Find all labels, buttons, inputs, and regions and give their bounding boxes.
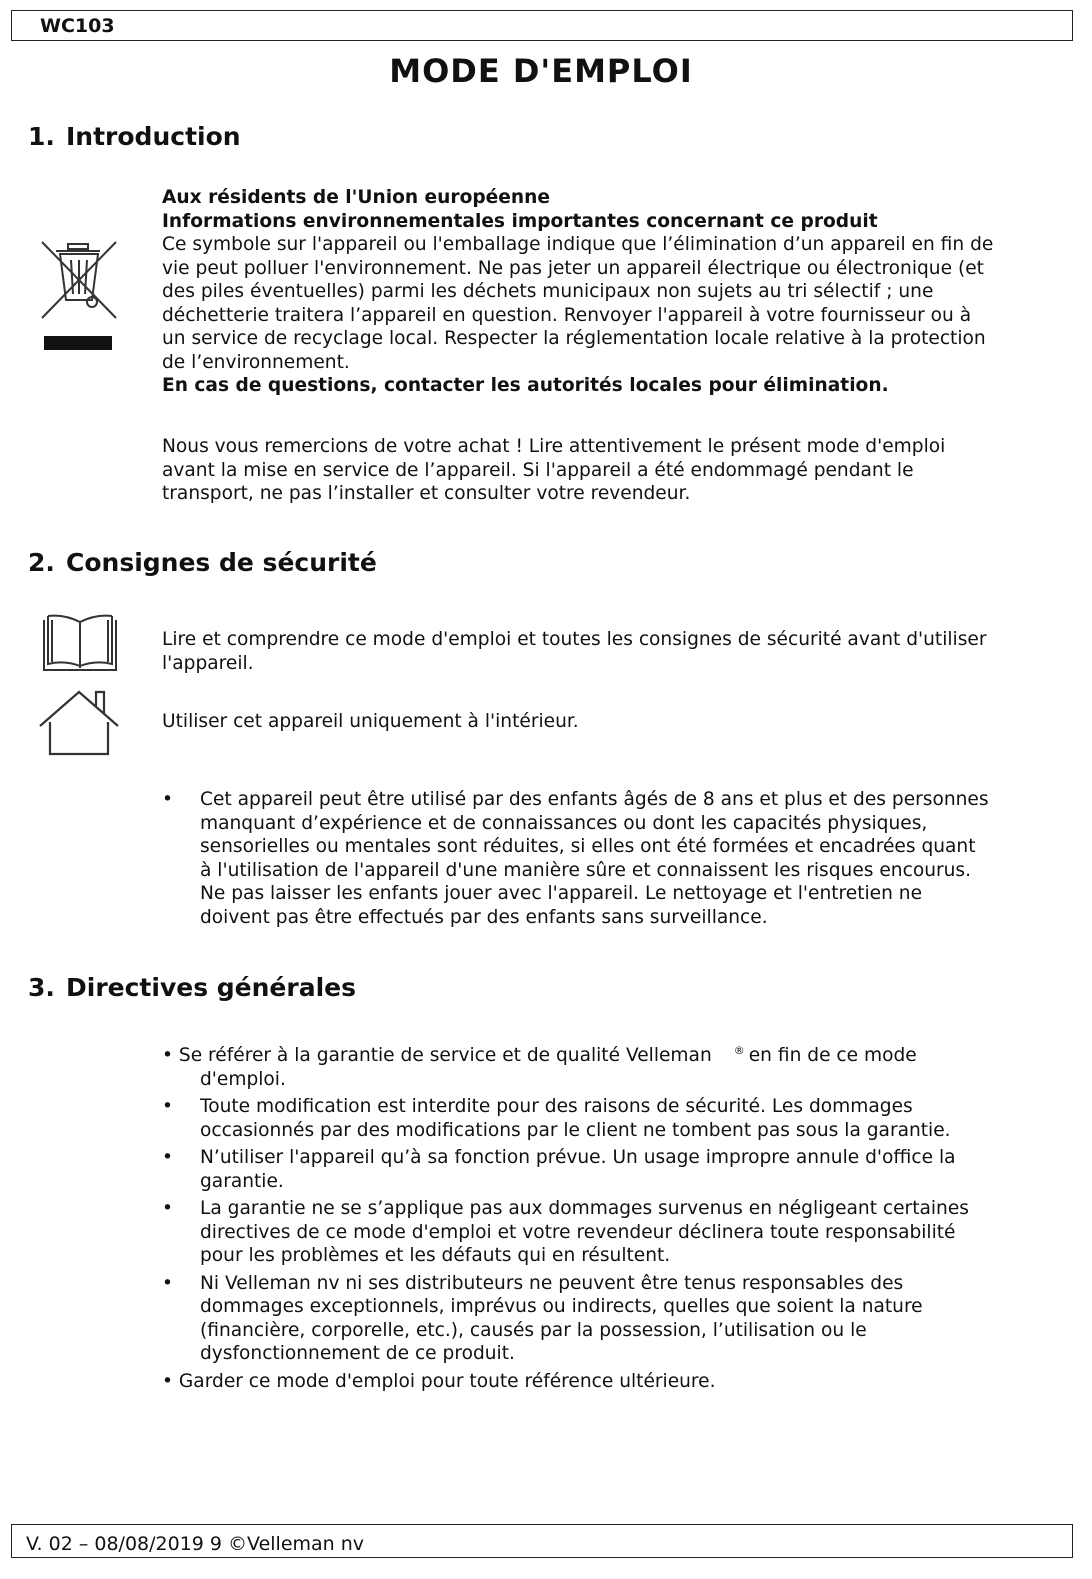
contact-authorities-note: En cas de questions, contacter les autorités locales pour élimination. xyxy=(162,375,889,396)
document-title: MODE D'EMPLOI xyxy=(389,52,693,90)
text-line: Lire et comprendre ce mode d'emploi et toutes les consignes de sécurité avant d'utiliser xyxy=(162,629,987,650)
list-item xyxy=(162,1197,1042,1268)
bullet-icon: • xyxy=(162,1147,173,1169)
text-line: Ni Velleman nv ni ses distributeurs ne peuvent être tenus responsables des xyxy=(200,1272,904,1294)
text-line: l'appareil. xyxy=(162,652,254,674)
bullet-icon: • xyxy=(162,1096,173,1118)
text-line: vie peut polluer l'environnement. Ne pas jeter un appareil électrique ou électronique (et xyxy=(162,257,984,279)
section-number: 1. xyxy=(28,122,55,151)
section-heading-introduction xyxy=(28,122,241,151)
text-line: Toute modification est interdite pour des raisons de sécurité. Les dommages xyxy=(200,1096,913,1118)
text-line: occasionnés par des modifications par le client ne tombent pas sous la garantie. xyxy=(200,1119,951,1141)
text-line: à l'utilisation de l'appareil d'une manière sûre et connaissent les risques encourus. xyxy=(200,859,972,881)
bullet-icon: • xyxy=(162,789,173,810)
text-line: déchetterie traitera l’appareil en question. Renvoyer l'appareil à votre fournisseur ou à xyxy=(162,304,972,326)
text-line: d'emploi. xyxy=(200,1068,286,1090)
bullet-icon: • xyxy=(162,1045,179,1067)
read-manual-text xyxy=(162,628,1042,675)
section-number: 3. xyxy=(28,973,55,1002)
indoor-use-house-icon xyxy=(38,688,120,756)
weee-recycle-bin-icon xyxy=(38,238,120,354)
text-line: dommages exceptionnels, imprévus ou indirects, quelles que soient la nature xyxy=(200,1296,923,1318)
text-line: doivent pas être effectués par des enfants sans surveillance. xyxy=(200,906,768,928)
footer-box xyxy=(11,1524,1073,1558)
bullet-icon: • xyxy=(162,1272,173,1294)
list-item xyxy=(162,1095,1042,1142)
thanks-paragraph xyxy=(162,435,1042,506)
footer-version-text: V. 02 – 08/08/2019 9 ©Velleman nv xyxy=(26,1533,365,1555)
text-line: directives de ce mode d'emploi et votre revendeur déclinera toute responsabilité xyxy=(200,1221,956,1243)
environment-info-heading: Informations environnementales importantes concernant ce produit xyxy=(162,210,878,232)
section-title: Directives générales xyxy=(66,973,356,1002)
text-line: de l’environnement. xyxy=(162,351,350,373)
section-heading-safety xyxy=(28,548,377,577)
text-line: (financière, corporelle, etc.), causés par la possession, l’utilisation ou le xyxy=(200,1319,867,1341)
section-number: 2. xyxy=(28,548,55,577)
text-line: N’utiliser l'appareil qu’à sa fonction prévue. Un usage impropre annule d'office la xyxy=(200,1147,956,1169)
list-item xyxy=(162,1146,1042,1193)
header-box xyxy=(11,10,1073,41)
text-line: avant la mise en service de l’appareil. Si l'appareil a été endommagé pendant le xyxy=(162,459,914,481)
intro-environment-block xyxy=(162,186,1042,398)
text-line: • Se référer à la garantie de service et de qualité Velleman ® en fin de ce mode xyxy=(162,1044,917,1067)
model-number: WC103 xyxy=(40,15,115,37)
list-item xyxy=(162,788,1042,929)
safety-bullet-list xyxy=(162,788,1042,929)
text-line: transport, ne pas l’installer et consulter votre revendeur. xyxy=(162,483,691,504)
text-line: Nous vous remercions de votre achat ! Lire attentivement le présent mode d'emploi xyxy=(162,436,946,457)
text-line: Ce symbole sur l'appareil ou l'emballage indique que l’élimination d’un appareil en fin de xyxy=(162,234,994,255)
text-line: pour les problèmes et les défauts qui en résultent. xyxy=(200,1245,671,1267)
registered-mark: ® xyxy=(733,1044,745,1057)
list-item xyxy=(162,1272,1042,1366)
environment-paragraph xyxy=(162,233,1042,374)
bullet-icon: • xyxy=(162,1198,173,1220)
text-line: dysfonctionnement de ce produit. xyxy=(200,1343,515,1365)
list-item xyxy=(162,1370,1042,1394)
section-title: Introduction xyxy=(66,122,241,151)
text-line: manquant d’expérience et de connaissances ou dont les capacités physiques, xyxy=(200,812,928,834)
text-line: sensorielles ou mentales sont réduites, si elles ont été formées et encadrées quant xyxy=(200,836,976,857)
indoor-use-text: Utiliser cet appareil uniquement à l'intérieur. xyxy=(162,711,579,732)
text-line: Ne pas laisser les enfants jouer avec l'appareil. Le nettoyage et l'entretien ne xyxy=(200,883,923,904)
text-line: des piles éventuelles) parmi les déchets municipaux non sujets au tri sélectif ; une xyxy=(162,281,934,302)
eu-residents-heading: Aux résidents de l'Union européenne xyxy=(162,187,550,208)
bullet-icon: • xyxy=(162,1370,179,1392)
text-line: • Garder ce mode d'emploi pour toute référence ultérieure. xyxy=(162,1370,716,1392)
guidelines-bullet-list xyxy=(162,1039,1042,1393)
text-line: Cet appareil peut être utilisé par des enfants âgés de 8 ans et plus et des personnes xyxy=(200,789,989,810)
list-item xyxy=(162,1039,1042,1091)
text-line: garantie. xyxy=(200,1170,284,1192)
section-title: Consignes de sécurité xyxy=(66,548,377,577)
text-line: La garantie ne se s’applique pas aux dommages survenus en négligeant certaines xyxy=(200,1198,969,1220)
read-manual-book-icon xyxy=(40,612,120,674)
text-line: un service de recyclage local. Respecter la réglementation locale relative à la protection xyxy=(162,328,986,349)
section-heading-guidelines xyxy=(28,973,356,1002)
